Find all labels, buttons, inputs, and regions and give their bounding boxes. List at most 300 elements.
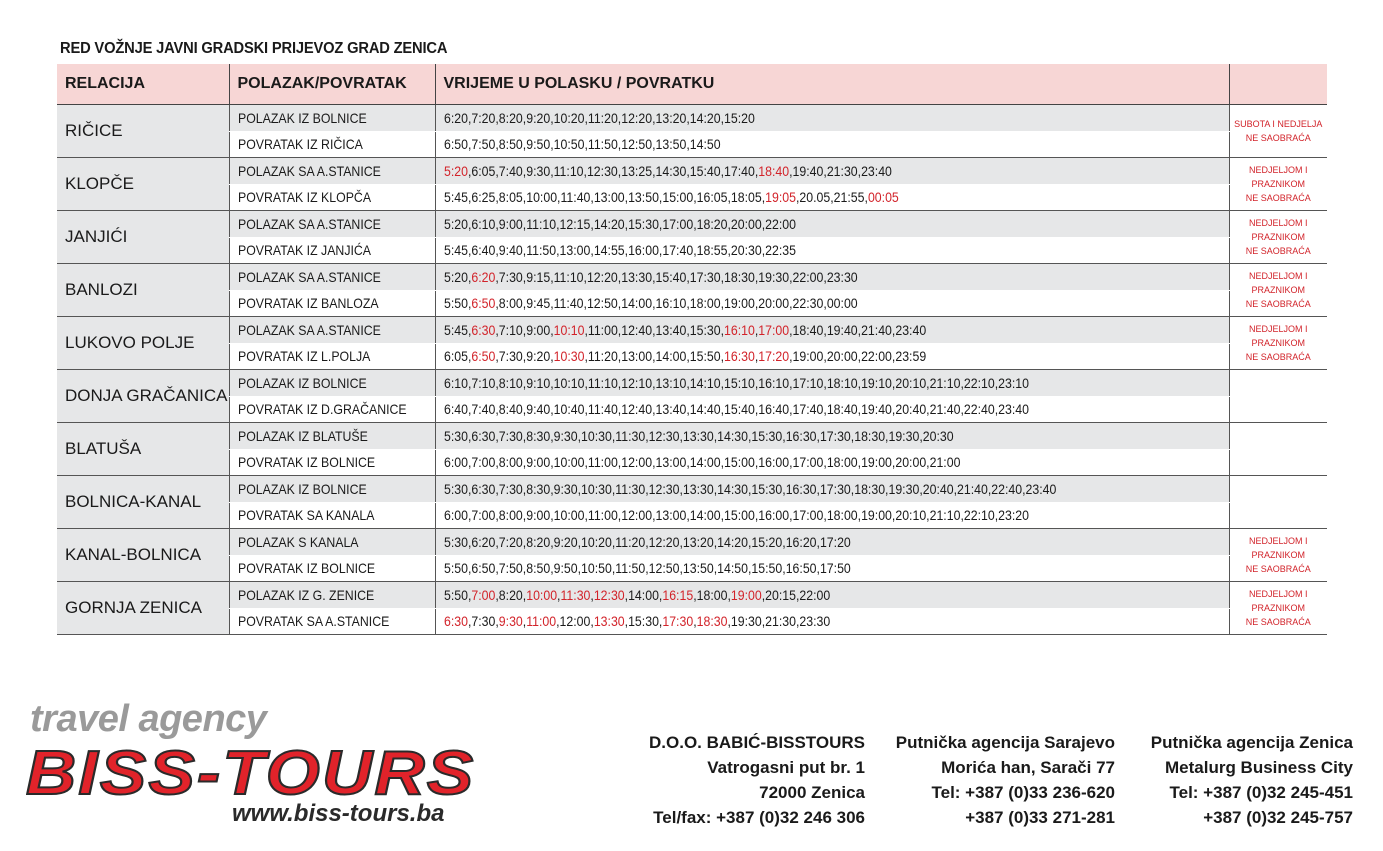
separator: ,	[761, 242, 765, 259]
time: 11:10	[525, 215, 556, 232]
separator: ,	[556, 586, 560, 603]
time: 14:30	[716, 427, 748, 444]
separator: ,	[494, 215, 499, 232]
separator: ,	[651, 401, 655, 418]
times-list	[444, 242, 796, 258]
time: 8:10	[498, 374, 523, 391]
departure-times	[435, 184, 1229, 211]
times-list	[444, 295, 858, 311]
separator: ,	[494, 374, 499, 391]
separator: ,	[467, 613, 471, 630]
time: 13:25	[620, 162, 652, 179]
separator: ,	[754, 507, 758, 524]
header-polazak: POLAZAK/POVRATAK	[229, 64, 435, 105]
separator: ,	[494, 348, 499, 365]
time: 14:00	[620, 295, 652, 312]
direction-text: POLAZAK SA A.STANICE	[237, 321, 381, 338]
time: 20:40	[894, 401, 926, 418]
separator: ,	[583, 109, 588, 126]
time: 17:50	[819, 560, 851, 577]
time: 7:40	[470, 401, 495, 418]
time: 18:20	[696, 215, 727, 232]
separator: ,	[816, 533, 820, 550]
time: 00:00	[826, 295, 858, 312]
separator: ,	[761, 215, 765, 232]
separator: ,	[522, 242, 526, 259]
separator: ,	[624, 189, 628, 206]
separator: ,	[549, 507, 554, 524]
time-highlighted: 16:15	[661, 586, 693, 603]
time: 13:30	[682, 480, 714, 497]
separator: ,	[494, 533, 499, 550]
service-note-line: NE SAOBRAĆA	[1245, 617, 1311, 627]
logo-brand: BISS-TOURS	[26, 739, 476, 808]
separator: ,	[925, 401, 930, 418]
time: 17:30	[689, 268, 721, 285]
separator: ,	[611, 427, 615, 444]
time: 7:00	[470, 454, 495, 471]
departure-times	[435, 317, 1229, 344]
route-name: KANAL-BOLNICA	[57, 529, 229, 582]
time: 11:10	[587, 374, 618, 391]
separator: ,	[583, 374, 588, 391]
time: 5:45	[443, 321, 468, 338]
separator: ,	[624, 242, 628, 259]
service-note-line: NEDJELJOM I	[1248, 271, 1308, 281]
separator: ,	[467, 321, 471, 338]
time: 13:50	[627, 189, 659, 206]
contact-line: Morića han, Sarači 77	[941, 758, 1115, 777]
time: 21:30	[826, 162, 858, 179]
time: 17:40	[792, 401, 823, 418]
separator: ,	[720, 295, 724, 312]
separator: ,	[583, 401, 588, 418]
time: 6:05	[443, 348, 468, 365]
separator: ,	[857, 401, 861, 418]
time: 16:40	[757, 401, 789, 418]
time: 17:30	[819, 480, 851, 497]
separator: ,	[685, 136, 690, 153]
separator: ,	[795, 189, 799, 206]
separator: ,	[959, 401, 964, 418]
time: 20:00	[894, 454, 926, 471]
time: 13:00	[559, 242, 590, 259]
time: 15:00	[723, 507, 755, 524]
separator: ,	[891, 374, 895, 391]
time: 9:15	[525, 268, 550, 285]
times-list	[444, 375, 1029, 391]
service-note-line: PRAZNIKOM	[1251, 285, 1305, 295]
separator: ,	[651, 295, 655, 312]
separator: ,	[577, 427, 581, 444]
table-row	[57, 105, 1327, 132]
direction-text: POLAZAK SA A.STANICE	[237, 215, 381, 232]
time: 8:40	[498, 401, 523, 418]
separator: ,	[467, 242, 471, 259]
direction-label	[229, 237, 435, 264]
time: 20:40	[922, 480, 954, 497]
time: 14:55	[593, 242, 625, 259]
separator: ,	[549, 401, 554, 418]
times-list	[444, 269, 858, 285]
separator: ,	[624, 215, 628, 232]
separator: ,	[678, 480, 683, 497]
separator: ,	[816, 480, 820, 497]
time: 14:40	[689, 401, 721, 418]
separator: ,	[494, 480, 499, 497]
separator: ,	[651, 507, 655, 524]
separator: ,	[822, 374, 827, 391]
time: 14:50	[689, 136, 721, 153]
service-note-line: NE SAOBRAĆA	[1245, 564, 1311, 574]
separator: ,	[685, 321, 690, 338]
departure-times	[435, 370, 1229, 397]
time: 5:30	[443, 533, 468, 550]
route-name: BLATUŠA	[57, 423, 229, 476]
departure-times	[435, 131, 1229, 158]
separator: ,	[822, 507, 827, 524]
separator: ,	[549, 321, 554, 338]
direction-text: POLAZAK SA A.STANICE	[237, 268, 381, 285]
separator: ,	[494, 136, 499, 153]
time: 6:40	[470, 242, 495, 259]
separator: ,	[822, 454, 827, 471]
separator: ,	[617, 136, 621, 153]
time: 18:00	[826, 454, 858, 471]
logo-url[interactable]: www.biss-tours.ba	[232, 800, 445, 827]
time: 9:00	[525, 321, 550, 338]
time: 20:30	[922, 427, 954, 444]
times-list	[444, 189, 899, 205]
table-row	[57, 290, 1327, 317]
time: 8:05	[498, 189, 523, 206]
separator: ,	[788, 454, 793, 471]
separator: ,	[522, 189, 526, 206]
time: 9:00	[525, 507, 550, 524]
separator: ,	[754, 454, 758, 471]
time: 16:00	[627, 242, 659, 259]
direction-text: POVRATAK IZ BOLNICE	[237, 454, 375, 471]
time-highlighted: 12:30	[593, 586, 625, 603]
time: 16:50	[785, 560, 817, 577]
separator: ,	[891, 321, 895, 338]
separator: ,	[726, 189, 731, 206]
time: 19:00	[860, 507, 892, 524]
departure-times	[435, 290, 1229, 317]
logo-tagline: travel agency	[30, 698, 267, 740]
time: 16:10	[654, 295, 686, 312]
service-note-line: SUBOTA I NEDJELJA	[1234, 119, 1323, 129]
time: 21:00	[929, 454, 960, 471]
time: 23:30	[826, 268, 858, 285]
separator: ,	[925, 374, 930, 391]
separator: ,	[624, 613, 628, 630]
time: 23:40	[894, 321, 926, 338]
time-highlighted: 17:00	[757, 321, 789, 338]
direction-text: POLAZAK IZ G. ZENICE	[237, 586, 374, 603]
time: 15:30	[627, 215, 659, 232]
separator: ,	[494, 162, 499, 179]
separator: ,	[549, 295, 554, 312]
time-highlighted: 10:30	[553, 348, 584, 365]
separator: ,	[589, 242, 594, 259]
separator: ,	[494, 268, 499, 285]
time: 22:10	[963, 507, 995, 524]
time: 15:40	[689, 162, 721, 179]
separator: ,	[822, 268, 827, 285]
time: 21:10	[929, 374, 960, 391]
separator: ,	[555, 613, 560, 630]
time: 11:20	[587, 348, 618, 365]
service-note	[1229, 370, 1327, 423]
separator: ,	[467, 268, 471, 285]
time: 21:40	[860, 321, 892, 338]
time: 16:00	[757, 454, 789, 471]
time: 22:00	[792, 268, 823, 285]
times-list	[444, 428, 954, 444]
separator: ,	[850, 480, 854, 497]
contact-sarajevo	[896, 730, 1115, 830]
time: 21:10	[929, 507, 960, 524]
separator: ,	[692, 613, 697, 630]
departure-times	[435, 343, 1229, 370]
separator: ,	[522, 321, 526, 338]
table-row	[57, 423, 1327, 450]
time: 6:50	[470, 560, 495, 577]
separator: ,	[720, 268, 724, 285]
separator: ,	[467, 215, 471, 232]
separator: ,	[891, 348, 895, 365]
separator: ,	[685, 401, 690, 418]
time: 5:20	[443, 215, 468, 232]
separator: ,	[522, 401, 526, 418]
time: 11:20	[614, 533, 645, 550]
time: 10:30	[580, 427, 612, 444]
time: 23:30	[798, 613, 830, 630]
separator: ,	[549, 454, 554, 471]
separator: ,	[522, 215, 526, 232]
separator: ,	[494, 560, 499, 577]
separator: ,	[644, 427, 649, 444]
time: 13:20	[654, 109, 686, 126]
separator: ,	[713, 480, 717, 497]
times-list	[444, 560, 851, 576]
separator: ,	[549, 374, 554, 391]
time-highlighted: 19:00	[730, 586, 762, 603]
separator: ,	[494, 454, 499, 471]
separator: ,	[583, 321, 588, 338]
contact-line: Putnička agencija Sarajevo	[895, 733, 1115, 752]
departure-times	[435, 449, 1229, 476]
time: 5:50	[443, 560, 468, 577]
time: 21:55	[833, 189, 865, 206]
separator: ,	[589, 613, 594, 630]
times-list	[444, 613, 830, 629]
time: 16:10	[757, 374, 789, 391]
time: 7:40	[498, 162, 523, 179]
direction-text: POLAZAK S KANALA	[237, 533, 359, 550]
time: 6:10	[443, 374, 468, 391]
separator: ,	[788, 374, 793, 391]
time: 23:40	[860, 162, 892, 179]
separator: ,	[857, 321, 861, 338]
times-list	[444, 534, 851, 550]
time: 11:50	[587, 136, 618, 153]
service-note-line: PRAZNIKOM	[1251, 603, 1305, 613]
route-name: DONJA GRAČANICA	[57, 370, 229, 423]
time: 7:20	[470, 109, 495, 126]
separator: ,	[589, 586, 594, 603]
direction-label	[229, 582, 435, 609]
separator: ,	[747, 560, 751, 577]
separator: ,	[583, 162, 587, 179]
direction-text: POVRATAK SA A.STANICE	[237, 613, 389, 630]
time-highlighted: 6:50	[470, 348, 495, 365]
table-row	[57, 158, 1327, 185]
table-row	[57, 317, 1327, 344]
time: 9:40	[525, 401, 550, 418]
separator: ,	[577, 480, 581, 497]
service-note	[1229, 582, 1327, 635]
time: 12:50	[620, 136, 652, 153]
direction-label	[229, 449, 435, 476]
departure-times	[435, 211, 1229, 238]
separator: ,	[720, 454, 724, 471]
service-note-line: NEDJELJOM I	[1248, 536, 1308, 546]
separator: ,	[959, 374, 964, 391]
separator: ,	[467, 162, 471, 179]
time: 21:40	[956, 480, 988, 497]
direction-label	[229, 555, 435, 582]
time: 11:50	[614, 560, 645, 577]
direction-label	[229, 608, 435, 635]
time: 14:00	[627, 586, 659, 603]
service-note	[1229, 211, 1327, 264]
direction-label	[229, 131, 435, 158]
time: 22:10	[963, 374, 995, 391]
times-list	[444, 481, 1056, 497]
separator: ,	[720, 401, 724, 418]
time: 9:50	[525, 136, 550, 153]
table-row	[57, 370, 1327, 397]
time: 7:10	[498, 321, 523, 338]
separator: ,	[617, 401, 621, 418]
table-row	[57, 343, 1327, 370]
separator: ,	[617, 507, 621, 524]
time: 15:00	[661, 189, 693, 206]
separator: ,	[589, 215, 594, 232]
time: 10:00	[553, 454, 584, 471]
separator: ,	[850, 427, 854, 444]
separator: ,	[651, 136, 655, 153]
separator: ,	[918, 480, 923, 497]
separator: ,	[754, 268, 758, 285]
service-note	[1229, 158, 1327, 211]
time: 15:20	[750, 533, 782, 550]
time: 9:40	[498, 242, 523, 259]
direction-text: POLAZAK SA A.STANICE	[237, 162, 381, 179]
direction-label	[229, 396, 435, 423]
time: 13:30	[682, 427, 714, 444]
time: 6:00	[443, 454, 468, 471]
separator: ,	[522, 136, 526, 153]
time: 13:30	[620, 268, 652, 285]
time: 21:30	[764, 613, 796, 630]
separator: ,	[651, 162, 655, 179]
time: 11:30	[614, 480, 645, 497]
direction-text: POLAZAK IZ BLATUŠE	[237, 427, 368, 444]
time: 20:15	[764, 586, 796, 603]
table-header-row	[57, 64, 1327, 105]
separator: ,	[884, 427, 888, 444]
table-row	[57, 131, 1327, 158]
service-note	[1229, 529, 1327, 582]
separator: ,	[651, 348, 655, 365]
separator: ,	[494, 321, 499, 338]
page-title: RED VOŽNJE JAVNI GRADSKI PRIJEVOZ GRAD ZENICA	[60, 40, 448, 57]
table-row	[57, 449, 1327, 476]
separator: ,	[522, 586, 526, 603]
time: 15:00	[723, 454, 755, 471]
service-note-line: PRAZNIKOM	[1251, 338, 1305, 348]
direction-text: POVRATAK IZ BOLNICE	[237, 560, 375, 577]
time: 12:40	[620, 401, 652, 418]
separator: ,	[467, 401, 471, 418]
separator: ,	[467, 480, 471, 497]
time: 10:10	[553, 374, 584, 391]
separator: ,	[556, 189, 560, 206]
time-highlighted: 13:30	[593, 613, 625, 630]
separator: ,	[651, 454, 655, 471]
separator: ,	[658, 189, 662, 206]
separator: ,	[522, 295, 526, 312]
separator: ,	[884, 480, 888, 497]
time: 15:30	[689, 321, 721, 338]
time: 13:00	[620, 348, 652, 365]
separator: ,	[891, 507, 895, 524]
direction-text: POVRATAK IZ D.GRAČANICE	[237, 401, 407, 418]
separator: ,	[678, 533, 683, 550]
time: 14:30	[654, 162, 686, 179]
time: 22:35	[764, 242, 796, 259]
time: 19:40	[860, 401, 892, 418]
time: 14:00	[689, 454, 721, 471]
table-row	[57, 211, 1327, 238]
contact-line: Metalurg Business City	[1165, 758, 1353, 777]
time: 7:00	[470, 507, 495, 524]
separator: ,	[494, 613, 499, 630]
separator: ,	[522, 480, 526, 497]
route-name: JANJIĆI	[57, 211, 229, 264]
time-highlighted: 6:20	[470, 268, 495, 285]
service-note-line: NE SAOBRAĆA	[1245, 133, 1311, 143]
route-name: BANLOZI	[57, 264, 229, 317]
time: 7:30	[498, 427, 523, 444]
separator: ,	[549, 136, 554, 153]
header-note	[1229, 64, 1327, 105]
time: 8:00	[498, 295, 523, 312]
table-row	[57, 476, 1327, 503]
direction-text: POLAZAK IZ BOLNICE	[237, 109, 367, 126]
direction-text: POVRATAK SA KANALA	[237, 507, 374, 524]
time: 10:50	[553, 136, 584, 153]
departure-times	[435, 396, 1229, 423]
route-name: GORNJA ZENICA	[57, 582, 229, 635]
separator: ,	[795, 613, 799, 630]
time: 17:20	[819, 533, 851, 550]
contact-line: Tel: +387 (0)33 236-620	[931, 783, 1115, 802]
time: 18:10	[826, 374, 858, 391]
